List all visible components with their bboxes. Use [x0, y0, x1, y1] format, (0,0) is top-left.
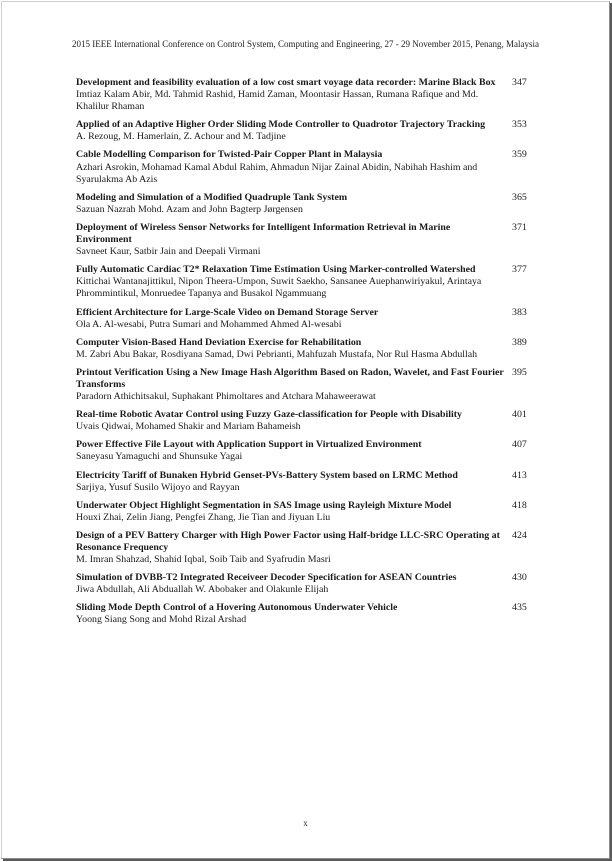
- toc-entry[interactable]: [76, 149, 536, 185]
- toc-entry[interactable]: [76, 264, 536, 300]
- toc-entry[interactable]: [76, 337, 536, 361]
- toc-entry[interactable]: [76, 77, 536, 113]
- entry-page-number: 383: [512, 306, 527, 318]
- toc-entry[interactable]: [76, 307, 536, 331]
- entry-page-number: 424: [512, 529, 527, 541]
- toc-entry[interactable]: [76, 222, 536, 258]
- page-number-footer: x: [303, 818, 308, 828]
- table-of-contents: [76, 77, 536, 633]
- entry-title: Cable Modelling Comparison for Twisted-Pair Copper Plant in Malaysia: [76, 149, 383, 161]
- entry-page-number: 413: [512, 469, 527, 481]
- entry-title: Applied of an Adaptive Higher Order Sliding Mode Controller to Quadrotor Trajectory Tracking: [76, 119, 486, 131]
- entry-page-number: 389: [512, 336, 527, 348]
- entry-authors: Azhari Asrokin, Mohamad Kamal Abdul Rahim, Ahmadun Nijar Zainal Abidin, Nabihah Hashim and Syarulakma Ab Azis: [76, 161, 478, 185]
- entry-page-number: 435: [512, 602, 527, 614]
- toc-entry[interactable]: [76, 439, 536, 463]
- running-header: 2015 IEEE International Conference on Control System, Computing and Engineering, 27 - 29 November 2015, Penang, Malaysia: [72, 39, 539, 49]
- entry-authors: Imtiaz Kalam Abir, Md. Tahmid Rashid, Hamid Zaman, Moontasir Hassan, Rumana Rafique and Md. Khalilur Rhaman: [76, 89, 479, 113]
- entry-title: Deployment of Wireless Sensor Networks for Intelligent Information Retrieval in Marine Environment: [76, 221, 451, 246]
- entry-title: Efficient Architecture for Large-Scale Video on Demand Storage Server: [76, 306, 379, 318]
- entry-page-number: 430: [512, 572, 527, 584]
- entry-authors: Saneyasu Yamaguchi and Shunsuke Yagai: [76, 451, 243, 463]
- entry-title: Underwater Object Highlight Segmentation in SAS Image using Rayleigh Mixture Model: [76, 499, 452, 511]
- document-page: [1, 1, 610, 859]
- entry-authors: Yoong Siang Song and Mohd Rizal Arshad: [76, 614, 247, 626]
- entry-page-number: 371: [512, 221, 527, 233]
- entry-authors: M. Zabri Abu Bakar, Rosdiyana Samad, Dwi Pebrianti, Mahfuzah Mustafa, Nor Rul Hasma Abdullah: [76, 348, 478, 360]
- toc-entry[interactable]: [76, 119, 536, 143]
- entry-title: Development and feasibility evaluation of a low cost smart voyage data recorder: Marine Black Box: [76, 77, 496, 88]
- toc-entry[interactable]: [76, 572, 536, 596]
- entry-authors: Ola A. Al-wesabi, Putra Sumari and Mohammed Ahmed Al-wesabi: [76, 318, 342, 330]
- entry-authors: Houxi Zhai, Zelin Jiang, Pengfei Zhang, Jie Tian and Jiyuan Liu: [76, 511, 331, 523]
- entry-title: Power Effective File Layout with Application Support in Virtualized Environment: [76, 439, 422, 451]
- toc-entry[interactable]: [76, 192, 536, 216]
- entry-title: Modeling and Simulation of a Modified Quadruple Tank System: [76, 191, 348, 203]
- toc-entry[interactable]: [76, 500, 536, 524]
- entry-authors: Savneet Kaur, Satbir Jain and Deepali Virmani: [76, 246, 261, 258]
- entry-title: Printout Verification Using a New Image Hash Algorithm Based on Radon, Wavelet, and Fast Fourier Transforms: [76, 366, 504, 390]
- entry-page-number: 401: [512, 409, 527, 421]
- entry-title: Sliding Mode Depth Control of a Hovering Autonomous Underwater Vehicle: [76, 602, 398, 614]
- entry-page-number: 365: [512, 191, 527, 203]
- entry-page-number: 395: [512, 366, 527, 378]
- entry-authors: Sazuan Nazrah Mohd. Azam and John Bagterp Jørgensen: [76, 203, 303, 215]
- entry-title: Electricity Tariff of Bunaken Hybrid Genset-PVs-Battery System based on LRMC Method: [76, 469, 458, 481]
- entry-title: Design of a PEV Battery Charger with High Power Factor using Half-bridge LLC-SRC Operating at Resonance Frequency: [76, 529, 500, 553]
- toc-entry[interactable]: [76, 530, 536, 566]
- entry-authors: Paradorn Athichitsakul, Suphakant Phimoltares and Atchara Mahaweerawat: [76, 391, 376, 403]
- toc-entry[interactable]: [76, 367, 536, 403]
- entry-authors: Kittichai Wantanajittikul, Nipon Theera-Umpon, Suwit Saekho, Sansanee Auephanwiriyakul, Arintaya Phrommintikul, Monruedee Tapanya and Busakol Ngammuang: [76, 276, 482, 300]
- entry-authors: M. Imran Shahzad, Shahid Iqbal, Soib Taib and Syafrudin Masri: [76, 554, 331, 566]
- toc-entry[interactable]: [76, 409, 536, 433]
- entry-title: Fully Automatic Cardiac T2* Relaxation Time Estimation Using Marker-controlled Watershed: [76, 264, 476, 276]
- entry-title: Computer Vision-Based Hand Deviation Exercise for Rehabilitation: [76, 336, 362, 348]
- toc-entry[interactable]: [76, 470, 536, 494]
- entry-page-number: 353: [512, 119, 527, 131]
- entry-authors: Jiwa Abdullah, Ali Abduallah W. Abobaker and Olakunle Elijah: [76, 584, 329, 596]
- entry-authors: Uvais Qidwai, Mohamed Shakir and Mariam Bahameish: [76, 421, 301, 433]
- toc-entry[interactable]: [76, 602, 536, 626]
- entry-authors: A. Rezoug, M. Hamerlain, Z. Achour and M. Tadjine: [76, 131, 286, 143]
- entry-page-number: 359: [512, 149, 527, 161]
- entry-page-number: 418: [512, 499, 527, 511]
- entry-page-number: 347: [512, 77, 527, 88]
- entry-title: Simulation of DVBB-T2 Integrated Receiveer Decoder Specification for ASEAN Countries: [76, 572, 457, 584]
- entry-page-number: 377: [512, 264, 527, 276]
- entry-page-number: 407: [512, 439, 527, 451]
- entry-title: Real-time Robotic Avatar Control using Fuzzy Gaze-classification for People with Disability: [76, 409, 462, 421]
- entry-authors: Sarjiya, Yusuf Susilo Wijoyo and Rayyan: [76, 481, 240, 493]
